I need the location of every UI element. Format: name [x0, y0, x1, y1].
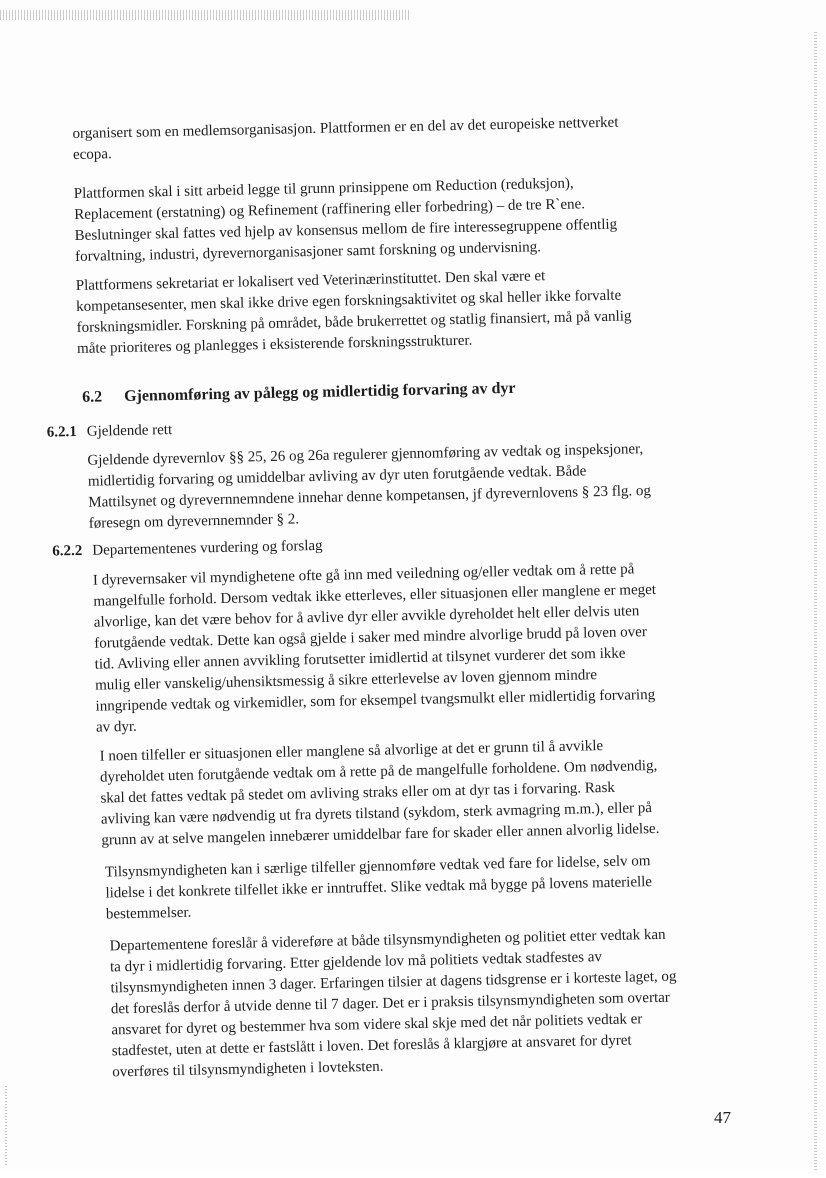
text-line: Plattformen skal i sitt arbeid legge til grunn prinsippene om Reduction (reduksjon),	[73, 175, 574, 203]
subsection-heading-assessment	[52, 538, 323, 561]
text-line: skal det fattes vedtak på stedet om avliving straks eller om at dyr tas i forvaring. Rask	[100, 779, 616, 807]
section-heading	[82, 380, 516, 407]
paragraph-assessment-4	[109, 925, 678, 1084]
text-line: ansvaret for dyret og bestemmer hva som videre skal skje med det når politiets vedtak er	[111, 1011, 643, 1039]
text-line: Departementene foreslår å videreføre at både tilsynsmyndigheten og politiet etter vedtak kan	[109, 926, 666, 955]
text-line: avliving kan være nødvendig ut fra dyrets tilstand (sykdom, sterk avmagring m.m.), eller på	[100, 800, 653, 828]
paragraph-intro	[72, 113, 619, 166]
text-line: dyreholdet uten forutgående vedtak om å rette på de mangelfulle forholdene. Om nødvendig,	[99, 757, 658, 786]
section-number: 6.2	[81, 388, 103, 406]
text-line: grunn av at selve mangelen innebærer umiddelbar fare for skader eller annen alvorlig lidelse.	[101, 820, 660, 849]
text-line: organisert som en medlemsorganisasjon. Plattformen er en del av det europeiske nettverket	[72, 114, 619, 143]
text-line: Gjeldende dyrevernlov §§ 25, 26 og 26a regulerer gjennomføring av vedtak og inspeksjoner,	[87, 441, 644, 469]
text-line: ta dyr i midlertidig forvaring. Etter gjeldende lov må politiets vedtak stadfestes av	[109, 949, 603, 976]
text-line: føresegn om dyrevernnemnder § 2.	[88, 511, 300, 532]
text-line: tilsynsmyndigheten innen 3 dager. Erfaringen tilsier at dagens tidsgrense er i korteste laget, og	[110, 968, 677, 997]
text-line: alvorlige, kan det være behov for å avlive dyr eller avvikle dyreholdet helt eller delvis uten	[93, 603, 640, 631]
text-line: det foreslås derfor å utvide denne til 7 dager. Det er i praksis tilsynsmyndigheten som overtar	[110, 989, 670, 1018]
paragraph-secretariat	[76, 264, 633, 360]
text-line: mulig eller vanskelig/uhensiktsmessig å sikre etterlevelse av loven gjennom mindre	[94, 667, 598, 694]
text-line: midlertidig forvaring og umiddelbar avliving av dyr uten forutgående vedtak. Både	[87, 463, 587, 490]
subsection-title: Gjeldende rett	[86, 422, 173, 440]
paragraph-assessment-2	[99, 735, 659, 852]
text-line: Replacement (erstatning) og Refinement (raffinering eller forbedring) – de tre R`ene.	[74, 196, 586, 224]
text-line: lidelse i det konkrete tilfellet ikke er inntruffet. Slike vedtak må bygge på lovens materielle	[105, 874, 653, 902]
text-line: Mattilsynet og dyrevernnemndene innehar denne kompetansen, jf dyrevernlovens § 23 flg. og	[88, 482, 652, 511]
paragraph-assessment-3	[105, 851, 653, 925]
text-line: måte prioriteres og planlegges i eksisterende forskningsstrukturer.	[76, 332, 473, 357]
section-title: Gjennomføring av pålegg og midlertidig forvaring av dyr	[123, 379, 516, 406]
text-line: stadfestet, uten at dette er fastslått i loven. Det foreslås å klargjøre at ansvaret for dyret	[111, 1032, 632, 1060]
text-line: forskningsmidler. Forskning på området, både brukerrettet og statlig finansiert, må på vanlig	[76, 308, 632, 336]
subsection-number: 6.2.2	[52, 542, 83, 560]
subsection-number: 6.2.1	[46, 424, 77, 441]
paragraph-assessment-1	[93, 559, 659, 739]
page-number: 47	[714, 1108, 731, 1127]
text-line: kompetansesenter, men skal ikke drive egen forskningsaktivitet og skal heller ikke forvalte	[76, 287, 622, 315]
text-line: I noen tilfeller er situasjonen eller manglene så alvorlige at det er grunn til å avvikle	[99, 738, 604, 765]
text-line: overføres til tilsynsmyndigheten i lovteksten.	[112, 1058, 384, 1081]
text-line: Tilsynsmyndigheten kan i særlige tilfeller gjennomføre vedtak ved fare for lidelse, selv om	[104, 853, 651, 881]
text-line: forutgående vedtak. Dette kan også gjelde i saker med mindre alvorlige brudd på loven over	[94, 624, 648, 652]
text-line: Plattformens sekretariat er lokalisert ved Veterinærinstituttet. Den skal være et	[75, 268, 546, 294]
text-line: mangelfulle forhold. Dersom vedtak ikke etterleves, eller situasjonen eller manglene er meget	[93, 581, 657, 610]
text-line: Beslutninger skal fattes ved hjelp av konsensus mellom de fire interessegruppene offentlig	[74, 216, 618, 245]
paragraph-principles	[74, 173, 618, 268]
text-line: forvaltning, industri, dyrevernorganisasjoner samt forskning og undervisning.	[74, 239, 542, 266]
text-line: tid. Avliving eller annen avvikling forutsetter imidlertid at tilsynet vurderer det som ikke	[94, 645, 626, 673]
text-line: inngripende vedtak og virkemidler, som for eksempel tvangsmulkt eller midlertidig forvaring	[95, 686, 656, 715]
text-line: av dyr.	[95, 718, 138, 736]
paragraph-current-law	[87, 439, 651, 535]
subsection-title: Departementenes vurdering og forslag	[92, 537, 323, 559]
subsection-heading-current-law	[47, 422, 173, 442]
text-line: ecopa.	[72, 146, 112, 164]
text-line: I dyrevernsaker vil myndighetene ofte gå inn med veiledning og/eller vedtak om å rette på	[92, 561, 635, 589]
scan-artifact-left	[5, 1085, 7, 1165]
text-line: bestemmelser.	[105, 904, 192, 923]
